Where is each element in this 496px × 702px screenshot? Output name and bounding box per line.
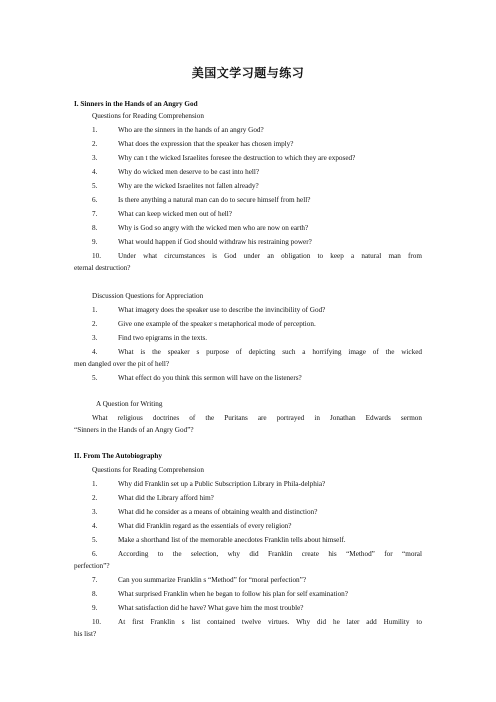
- list-item: 2.: [92, 494, 98, 502]
- list-item-text: What does the expression that the speaker has chosen imply?: [118, 140, 294, 148]
- section-1-heading: I. Sinners in the Hands of an Angry God: [74, 100, 198, 108]
- list-item-text-cont: men dangled over the pit of hell?: [74, 360, 170, 368]
- list-item-text: What did he consider as a means of obtaining wealth and distinction?: [118, 508, 318, 516]
- list-item-text: What imagery does the speaker use to describe the invincibility of God?: [118, 306, 326, 314]
- list-item-text: Why can t the wicked Israelites foresee the destruction to which they are exposed?: [118, 154, 356, 162]
- list-item: 1.: [92, 306, 98, 314]
- list-item-text: What did the Library afford him?: [118, 494, 214, 502]
- list-item: 3.: [92, 154, 98, 162]
- section-2-rc-heading: Questions for Reading Comprehension: [92, 466, 204, 474]
- section-1-writing-text-cont: “Sinners in the Hands of an Angry God”?: [74, 426, 194, 434]
- section-1-writing-heading: A Question for Writing: [96, 400, 163, 408]
- list-item: 2.: [92, 320, 98, 328]
- list-item-text: Make a shorthand list of the memorable anecdotes Franklin tells about himself.: [118, 536, 346, 544]
- list-item-text: What would happen if God should withdraw his restraining power?: [118, 238, 312, 246]
- list-item-text: What did Franklin regard as the essentials of every religion?: [118, 522, 292, 530]
- list-item-text: Under what circumstances is God under an obligation to keep a natural man from: [118, 252, 422, 260]
- list-item: 3.: [92, 334, 98, 342]
- list-item-text-cont: perfection”?: [74, 562, 110, 570]
- list-item: 2.: [92, 140, 98, 148]
- list-item-text-cont: his list?: [74, 630, 97, 638]
- section-1-writing-text: What religious doctrines of the Puritans are portrayed in Jonathan Edwards sermon: [92, 414, 422, 422]
- page-title: 美国文学习题与练习: [191, 66, 305, 80]
- list-item-text: Why did Franklin set up a Public Subscription Library in Phila-delphia?: [118, 480, 326, 488]
- list-item-text: What satisfaction did he have? What gave him the most trouble?: [118, 604, 304, 612]
- list-item: 7.: [92, 576, 98, 584]
- list-item: 5.: [92, 374, 98, 382]
- list-item: 5.: [92, 536, 98, 544]
- list-item-text: At first Franklin s list contained twelve virtues. Why did he later add Humility to: [118, 618, 422, 626]
- list-item-text: Why are the wicked Israelites not fallen already?: [118, 182, 259, 190]
- section-1-dq-heading: Discussion Questions for Appreciation: [92, 292, 204, 300]
- section-1-rc-heading: Questions for Reading Comprehension: [92, 112, 204, 120]
- list-item-text-cont: eternal destruction?: [74, 264, 131, 272]
- list-item-text: Is there anything a natural man can do to secure himself from hell?: [118, 196, 311, 204]
- list-item: 10.: [92, 252, 101, 260]
- list-item-text: What surprised Franklin when he began to follow his plan for self examination?: [118, 590, 348, 598]
- list-item: 4.: [92, 168, 98, 176]
- list-item: 10.: [92, 618, 101, 626]
- list-item: 6.: [92, 550, 98, 558]
- list-item-text: Find two epigrams in the texts.: [118, 334, 208, 342]
- list-item: 4.: [92, 348, 98, 356]
- list-item: 8.: [92, 224, 98, 232]
- list-item-text: What can keep wicked men out of hell?: [118, 210, 232, 218]
- list-item: 3.: [92, 508, 98, 516]
- list-item: 1.: [92, 480, 98, 488]
- section-2-heading: II. From The Autobiography: [74, 452, 162, 460]
- list-item-text: Give one example of the speaker s metaphorical mode of perception.: [118, 320, 316, 328]
- list-item: 9.: [92, 238, 98, 246]
- list-item-text: Who are the sinners in the hands of an angry God?: [118, 126, 264, 134]
- list-item: 7.: [92, 210, 98, 218]
- list-item: 1.: [92, 126, 98, 134]
- list-item: 9.: [92, 604, 98, 612]
- list-item: 8.: [92, 590, 98, 598]
- list-item-text: Can you summarize Franklin s “Method” for “moral perfection”?: [118, 576, 307, 584]
- list-item-text: What is the speaker s purpose of depicting such a horrifying image of the wicked: [118, 348, 422, 356]
- list-item-text: Why is God so angry with the wicked men who are now on earth?: [118, 224, 309, 232]
- list-item-text: According to the selection, why did Franklin create his “Method” for “moral: [118, 550, 422, 558]
- list-item: 4.: [92, 522, 98, 530]
- list-item: 6.: [92, 196, 98, 204]
- list-item-text: What effect do you think this sermon will have on the listeners?: [118, 374, 302, 382]
- list-item: 5.: [92, 182, 98, 190]
- list-item-text: Why do wicked men deserve to be cast into hell?: [118, 168, 260, 176]
